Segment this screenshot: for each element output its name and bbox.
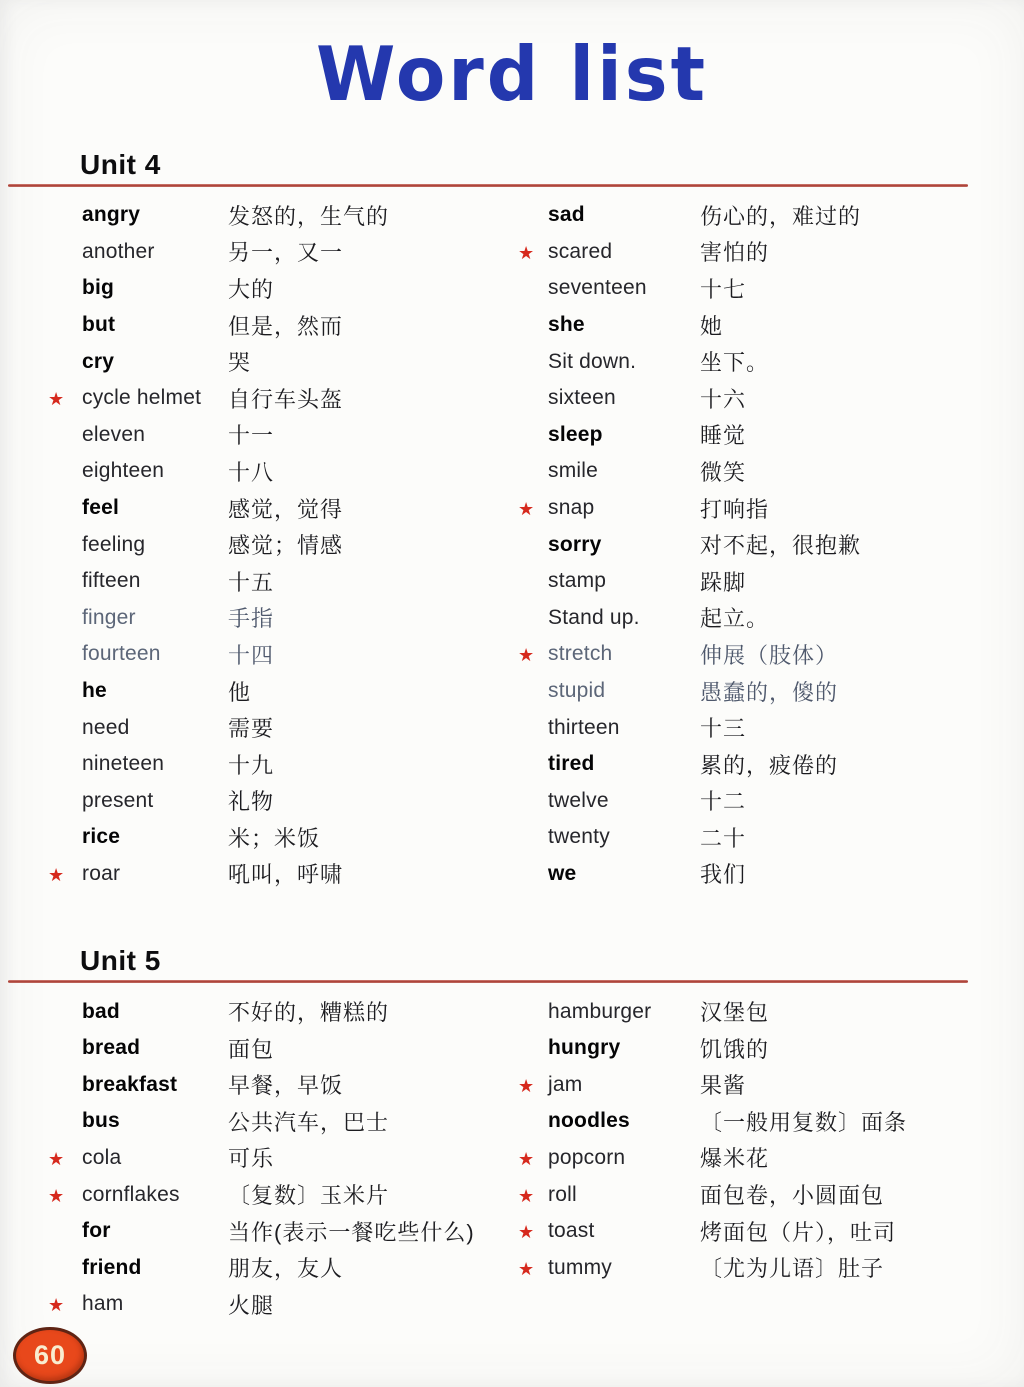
english-word: cry <box>82 349 115 373</box>
star-icon: ★ <box>518 645 535 666</box>
english-word: angry <box>82 203 141 227</box>
word-entry <box>48 1066 510 1103</box>
english-word: roll <box>548 1182 577 1206</box>
english-word: big <box>82 276 115 300</box>
english-word: popcorn <box>548 1145 626 1169</box>
english-word: for <box>82 1219 111 1243</box>
english-word: sorry <box>548 532 602 556</box>
english-word: we <box>548 861 577 885</box>
chinese-definition: 愚蠢的，傻的 <box>700 679 839 705</box>
star-placeholder <box>518 544 548 546</box>
star-placeholder <box>518 434 548 436</box>
english-word: sixteen <box>548 386 616 410</box>
word-entry <box>518 270 968 307</box>
chinese-definition: 〔复数〕玉米片 <box>228 1183 390 1209</box>
star-placeholder <box>518 324 548 326</box>
word-entry <box>518 343 968 380</box>
word-entry <box>518 197 968 234</box>
english-word: he <box>82 679 107 703</box>
chinese-definition: 不好的，糟糕的 <box>228 1000 390 1026</box>
english-word: seventeen <box>548 276 647 300</box>
chinese-definition: 面包 <box>228 1036 275 1062</box>
chinese-definition: 哭 <box>228 350 252 376</box>
chinese-definition: 感觉；情感 <box>228 533 344 559</box>
star-placeholder <box>48 836 82 838</box>
english-word: stretch <box>548 642 613 666</box>
chinese-definition: 跺脚 <box>700 569 747 595</box>
english-word: present <box>82 788 154 812</box>
star-placeholder <box>518 873 548 875</box>
english-word: fourteen <box>82 642 161 666</box>
star-placeholder <box>48 1120 82 1122</box>
star-placeholder <box>518 690 548 692</box>
chinese-definition: 当作(表示一餐吃些什么) <box>228 1219 475 1245</box>
word-entry <box>518 417 968 454</box>
chinese-definition: 伸展（肢体） <box>700 642 839 668</box>
english-word: nineteen <box>82 752 165 776</box>
chinese-definition: 米；米饭 <box>228 825 321 851</box>
word-entry <box>518 1249 968 1286</box>
english-word: hamburger <box>548 999 652 1023</box>
word-entry <box>48 636 510 673</box>
chinese-definition: 礼物 <box>228 789 275 815</box>
english-word: tired <box>548 752 595 776</box>
word-entry <box>518 563 968 600</box>
star-icon: ★ <box>518 1258 535 1279</box>
chinese-definition: 害怕的 <box>700 240 770 266</box>
chinese-definition: 十八 <box>228 459 275 485</box>
star-placeholder <box>48 1267 82 1269</box>
english-word: bread <box>82 1036 141 1060</box>
chinese-definition: 十六 <box>700 386 747 412</box>
word-entry <box>48 1213 510 1250</box>
word-entry <box>48 993 510 1030</box>
english-word: friend <box>82 1255 142 1279</box>
chinese-definition: 微笑 <box>700 459 747 485</box>
word-entry <box>48 417 510 454</box>
chinese-definition: 十一 <box>228 423 275 449</box>
english-word: Sit down. <box>548 349 637 373</box>
chinese-definition: 早餐，早饭 <box>228 1073 344 1099</box>
chinese-definition: 自行车头盔 <box>228 386 344 412</box>
word-entry <box>518 993 968 1030</box>
star-icon: ★ <box>48 1148 65 1169</box>
star-placeholder <box>48 1230 82 1232</box>
star-placeholder <box>48 653 82 655</box>
english-word: eleven <box>82 422 146 446</box>
word-entry <box>48 343 510 380</box>
chinese-definition: 坐下。 <box>700 350 770 376</box>
english-word: feeling <box>82 532 146 556</box>
chinese-definition: 〔一般用复数〕面条 <box>700 1109 908 1135</box>
chinese-definition: 但是，然而 <box>228 313 344 339</box>
chinese-definition: 烤面包（片），吐司 <box>700 1219 897 1245</box>
unit-5-left-column <box>8 993 510 1322</box>
star-placeholder <box>48 434 82 436</box>
word-entry <box>48 526 510 563</box>
chinese-definition: 吼叫，呼啸 <box>228 862 344 888</box>
chinese-definition: 累的，疲倦的 <box>700 752 839 778</box>
english-word: twelve <box>548 788 609 812</box>
english-word: sleep <box>548 422 603 446</box>
chinese-definition: 我们 <box>700 862 747 888</box>
star-placeholder <box>48 214 82 216</box>
star-placeholder <box>48 1011 82 1013</box>
star-placeholder <box>48 361 82 363</box>
star-icon: ★ <box>518 1148 535 1169</box>
word-entry <box>518 709 968 746</box>
star-placeholder <box>518 617 548 619</box>
star-placeholder <box>518 800 548 802</box>
word-entry <box>48 673 510 710</box>
unit-4-left-column <box>8 197 510 892</box>
english-word: rice <box>82 825 121 849</box>
chinese-definition: 二十 <box>700 825 747 851</box>
chinese-definition: 十三 <box>700 716 747 742</box>
chinese-definition: 十七 <box>700 276 747 302</box>
star-placeholder <box>48 287 82 289</box>
unit-5-section <box>8 944 968 1322</box>
chinese-definition: 公共汽车，巴士 <box>228 1109 390 1135</box>
star-icon: ★ <box>518 1222 535 1243</box>
english-word: stamp <box>548 569 607 593</box>
word-entry <box>518 819 968 856</box>
english-word: fifteen <box>82 569 141 593</box>
star-placeholder <box>518 836 548 838</box>
star-placeholder <box>48 470 82 472</box>
chinese-definition: 对不起，很抱歉 <box>700 533 862 559</box>
chinese-definition: 十二 <box>700 789 747 815</box>
star-placeholder <box>518 470 548 472</box>
word-entry <box>48 453 510 490</box>
star-icon: ★ <box>48 864 65 885</box>
star-placeholder <box>518 1120 548 1122</box>
word-entry <box>48 709 510 746</box>
star-placeholder <box>518 763 548 765</box>
english-word: scared <box>548 239 613 263</box>
star-icon: ★ <box>518 242 535 263</box>
english-word: cola <box>82 1145 122 1169</box>
word-entry <box>48 234 510 271</box>
star-placeholder <box>518 287 548 289</box>
word-entry <box>48 783 510 820</box>
star-placeholder <box>518 580 548 582</box>
english-word: stupid <box>548 679 606 703</box>
english-word: roar <box>82 861 121 885</box>
english-word: tummy <box>548 1255 612 1279</box>
english-word: ham <box>82 1292 124 1316</box>
word-entry <box>518 1066 968 1103</box>
word-entry <box>518 307 968 344</box>
page-number-badge <box>13 1327 87 1384</box>
chinese-definition: 面包卷，小圆面包 <box>700 1183 885 1209</box>
chinese-definition: 火腿 <box>228 1292 275 1318</box>
word-entry <box>518 673 968 710</box>
page-title: Word list <box>315 30 709 118</box>
word-entry <box>518 1140 968 1177</box>
star-placeholder <box>48 544 82 546</box>
star-placeholder <box>48 763 82 765</box>
english-word: toast <box>548 1219 595 1243</box>
star-placeholder <box>518 397 548 399</box>
word-entry <box>48 1286 510 1323</box>
unit-5-heading: Unit 5 <box>80 945 161 977</box>
unit-4-right-column <box>510 197 968 892</box>
star-placeholder <box>48 690 82 692</box>
chinese-definition: 十四 <box>228 642 275 668</box>
english-word: cornflakes <box>82 1182 180 1206</box>
unit-4-section <box>8 148 968 892</box>
english-word: she <box>548 313 585 337</box>
english-word: but <box>82 313 116 337</box>
word-entry <box>518 783 968 820</box>
star-icon: ★ <box>48 1185 65 1206</box>
word-entry <box>48 490 510 527</box>
english-word: finger <box>82 605 136 629</box>
word-entry <box>48 819 510 856</box>
word-entry <box>48 1103 510 1140</box>
english-word: breakfast <box>82 1072 178 1096</box>
star-placeholder <box>48 251 82 253</box>
star-placeholder <box>48 324 82 326</box>
english-word: need <box>82 715 130 739</box>
word-entry <box>518 1213 968 1250</box>
chinese-definition: 睡觉 <box>700 423 747 449</box>
word-entry <box>48 563 510 600</box>
chinese-definition: 〔尤为儿语〕肚子 <box>700 1256 885 1282</box>
word-entry <box>518 636 968 673</box>
english-word: another <box>82 239 155 263</box>
star-placeholder <box>518 1047 548 1049</box>
word-entry <box>518 1176 968 1213</box>
chinese-definition: 另一，又一 <box>228 240 344 266</box>
chinese-definition: 汉堡包 <box>700 1000 770 1026</box>
star-placeholder <box>518 1011 548 1013</box>
unit-5-columns <box>8 983 968 1322</box>
chinese-definition: 饥饿的 <box>700 1036 770 1062</box>
chinese-definition: 果酱 <box>700 1073 747 1099</box>
word-entry <box>518 1103 968 1140</box>
english-word: bus <box>82 1109 120 1133</box>
star-icon: ★ <box>48 1295 65 1316</box>
english-word: hungry <box>548 1036 621 1060</box>
star-placeholder <box>518 361 548 363</box>
word-entry <box>48 1176 510 1213</box>
star-placeholder <box>518 214 548 216</box>
english-word: jam <box>548 1072 583 1096</box>
chinese-definition: 可乐 <box>228 1146 275 1172</box>
star-placeholder <box>48 800 82 802</box>
word-entry <box>48 307 510 344</box>
chinese-definition: 十五 <box>228 569 275 595</box>
chinese-definition: 爆米花 <box>700 1146 770 1172</box>
word-entry <box>518 490 968 527</box>
english-word: Stand up. <box>548 605 640 629</box>
word-entry <box>48 1249 510 1286</box>
chinese-definition: 打响指 <box>700 496 770 522</box>
word-entry <box>518 600 968 637</box>
word-entry <box>48 197 510 234</box>
word-entry <box>518 856 968 893</box>
english-word: bad <box>82 999 120 1023</box>
chinese-definition: 需要 <box>228 716 275 742</box>
english-word: smile <box>548 459 599 483</box>
star-icon: ★ <box>518 1185 535 1206</box>
star-icon: ★ <box>518 499 535 520</box>
english-word: sad <box>548 203 585 227</box>
star-placeholder <box>518 727 548 729</box>
star-placeholder <box>48 1084 82 1086</box>
chinese-definition: 十九 <box>228 752 275 778</box>
chinese-definition: 发怒的，生气的 <box>228 203 390 229</box>
english-word: snap <box>548 496 595 520</box>
english-word: eighteen <box>82 459 165 483</box>
word-entry <box>48 270 510 307</box>
chinese-definition: 起立。 <box>700 606 770 632</box>
unit-5-right-column <box>510 993 968 1322</box>
star-icon: ★ <box>48 389 65 410</box>
word-entry <box>48 746 510 783</box>
chinese-definition: 手指 <box>228 606 275 632</box>
chinese-definition: 她 <box>700 313 724 339</box>
word-entry <box>48 856 510 893</box>
word-entry <box>48 1140 510 1177</box>
chinese-definition: 大的 <box>228 276 275 302</box>
unit-4-columns <box>8 187 968 892</box>
english-word: feel <box>82 496 119 520</box>
star-placeholder <box>48 1047 82 1049</box>
word-entry <box>48 380 510 417</box>
star-placeholder <box>48 727 82 729</box>
word-entry <box>518 526 968 563</box>
chinese-definition: 朋友，友人 <box>228 1256 344 1282</box>
star-placeholder <box>48 580 82 582</box>
chinese-definition: 伤心的，难过的 <box>700 203 862 229</box>
word-entry <box>518 380 968 417</box>
word-entry <box>48 600 510 637</box>
english-word: thirteen <box>548 715 620 739</box>
english-word: noodles <box>548 1109 630 1133</box>
chinese-definition: 他 <box>228 679 252 705</box>
star-placeholder <box>48 507 82 509</box>
english-word: cycle helmet <box>82 386 202 410</box>
word-entry <box>518 1030 968 1067</box>
page-number: 60 <box>33 1340 67 1370</box>
unit-4-heading: Unit 4 <box>80 149 161 180</box>
word-entry <box>518 234 968 271</box>
chinese-definition: 感觉，觉得 <box>228 496 344 522</box>
word-entry <box>518 746 968 783</box>
english-word: twenty <box>548 825 610 849</box>
star-placeholder <box>48 617 82 619</box>
star-icon: ★ <box>518 1075 535 1096</box>
word-entry <box>48 1030 510 1067</box>
word-entry <box>518 453 968 490</box>
